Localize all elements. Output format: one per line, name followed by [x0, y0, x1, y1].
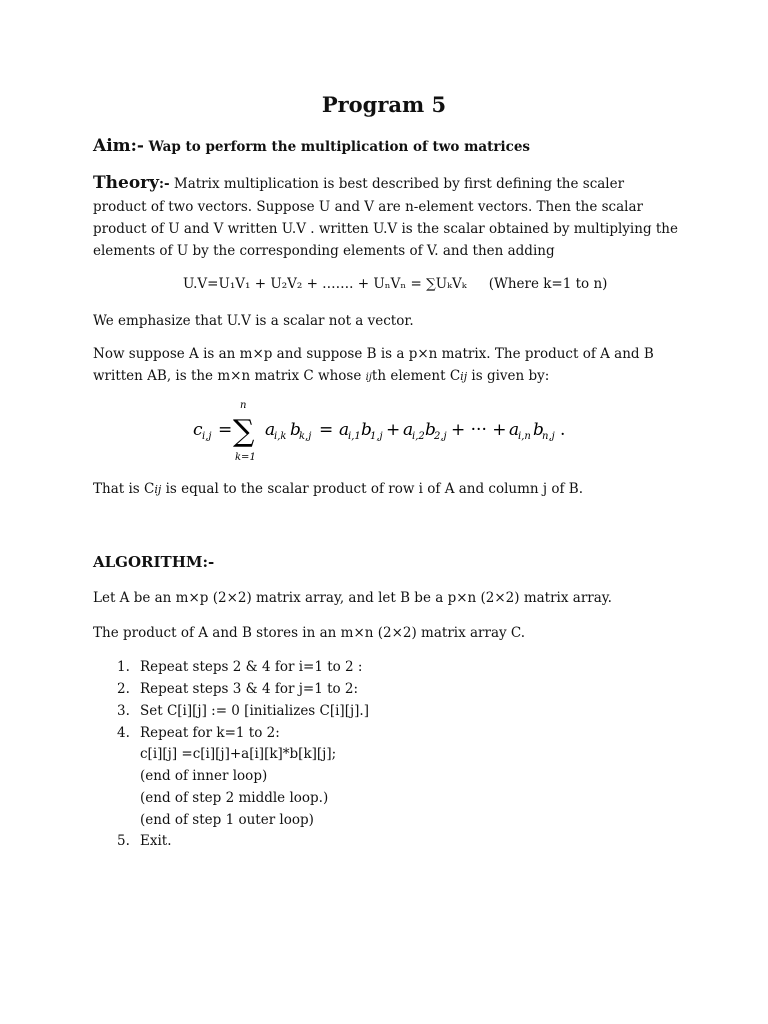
algorithm-product: The product of A and B stores in an m×n (2×2) matrix array C.: [93, 625, 526, 641]
svg-text:k,j: k,j: [299, 431, 312, 442]
svg-text:a: a: [403, 420, 414, 440]
end-inner-loop: (end of inner loop): [140, 768, 268, 784]
theory-text-1: Matrix multiplication is best described by first defining the scaler: [169, 176, 625, 192]
matrix-product-formula: [193, 398, 593, 464]
theory-line-3: product of U and V written U.V . written U.V is the scalar obtained by multiplying the: [93, 221, 678, 237]
aim-text: Wap to perform the multiplication of two matrices: [143, 139, 531, 155]
theory-suffix: :-: [159, 176, 170, 192]
svg-text:a: a: [265, 420, 276, 440]
svg-text:1,j: 1,j: [370, 431, 383, 442]
svg-text:a: a: [509, 420, 520, 440]
svg-text:i,n: i,n: [518, 431, 531, 442]
svg-text:b: b: [361, 420, 372, 440]
that-is-line: That is Cij is equal to the scalar product of row i of A and column j of B.: [93, 481, 583, 497]
algorithm-let: Let A be an m×p (2×2) matrix array, and let B be a p×n (2×2) matrix array.: [93, 590, 612, 606]
svg-text:i,2: i,2: [412, 431, 425, 442]
algorithm-heading: ALGORITHM:-: [93, 553, 215, 571]
svg-text:n,j: n,j: [542, 431, 555, 442]
aim-line: [93, 136, 530, 156]
end-middle-loop: (end of step 2 middle loop.): [140, 790, 329, 806]
svg-text:=: =: [218, 420, 233, 440]
scalar-product-equation: [183, 276, 607, 292]
svg-text:b: b: [425, 420, 436, 440]
theory-line-1: [93, 173, 624, 193]
emphasize-line: We emphasize that U.V is a scalar not a vector.: [93, 313, 414, 329]
svg-text:i,1: i,1: [348, 431, 361, 442]
theory-line-4: elements of U by the corresponding elements of V. and then adding: [93, 243, 555, 259]
aim-label: Aim:-: [93, 136, 144, 156]
step-1: 1. Repeat steps 2 & 4 for i=1 to 2 :: [117, 659, 363, 675]
svg-text:a: a: [339, 420, 350, 440]
sum-symbol: ∑: [233, 414, 255, 449]
svg-text:+: +: [386, 420, 401, 440]
end-outer-loop: (end of step 1 outer loop): [140, 812, 314, 828]
step-4: 4. Repeat for k=1 to 2:: [117, 725, 280, 741]
theory-label: Theory: [93, 173, 159, 193]
svg-text:i,k: i,k: [274, 431, 287, 442]
formula-lhs: c: [193, 420, 203, 440]
step-4-statement: c[i][j] =c[i][j]+a[i][k]*b[k][j];: [140, 746, 337, 762]
step-2: 2. Repeat steps 3 & 4 for j=1 to 2:: [117, 681, 359, 697]
svg-text:b: b: [290, 420, 301, 440]
theory-line-2: product of two vectors. Suppose U and V are n-element vectors. Then the scalar: [93, 199, 643, 215]
page-title: Program 5: [321, 92, 447, 117]
svg-text:2,j: 2,j: [434, 431, 447, 442]
svg-text:.: .: [560, 420, 566, 440]
suppose-line-2: written AB, is the m×n matrix C whose ijth element Cij is given by:: [93, 368, 550, 384]
svg-text:b: b: [533, 420, 544, 440]
step-3: 3. Set C[i][j] := 0 [initializes C[i][j].]: [117, 703, 369, 719]
sum-bottom: k=1: [235, 452, 256, 463]
svg-text:+ ··· +: + ··· +: [451, 420, 507, 440]
equation-text: U.V=U₁V₁ + U₂V₂ + ……. + UₙVₙ = ∑UₖVₖ: [183, 276, 467, 292]
svg-text:=: =: [319, 420, 334, 440]
step-5: 5. Exit.: [117, 833, 172, 849]
equation-where: (Where k=1 to n): [488, 276, 608, 292]
sum-top: n: [240, 400, 247, 411]
suppose-line-1: Now suppose A is an m×p and suppose B is a p×n matrix. The product of A and B: [93, 346, 654, 362]
formula-lhs-sub: i,j: [202, 431, 212, 442]
